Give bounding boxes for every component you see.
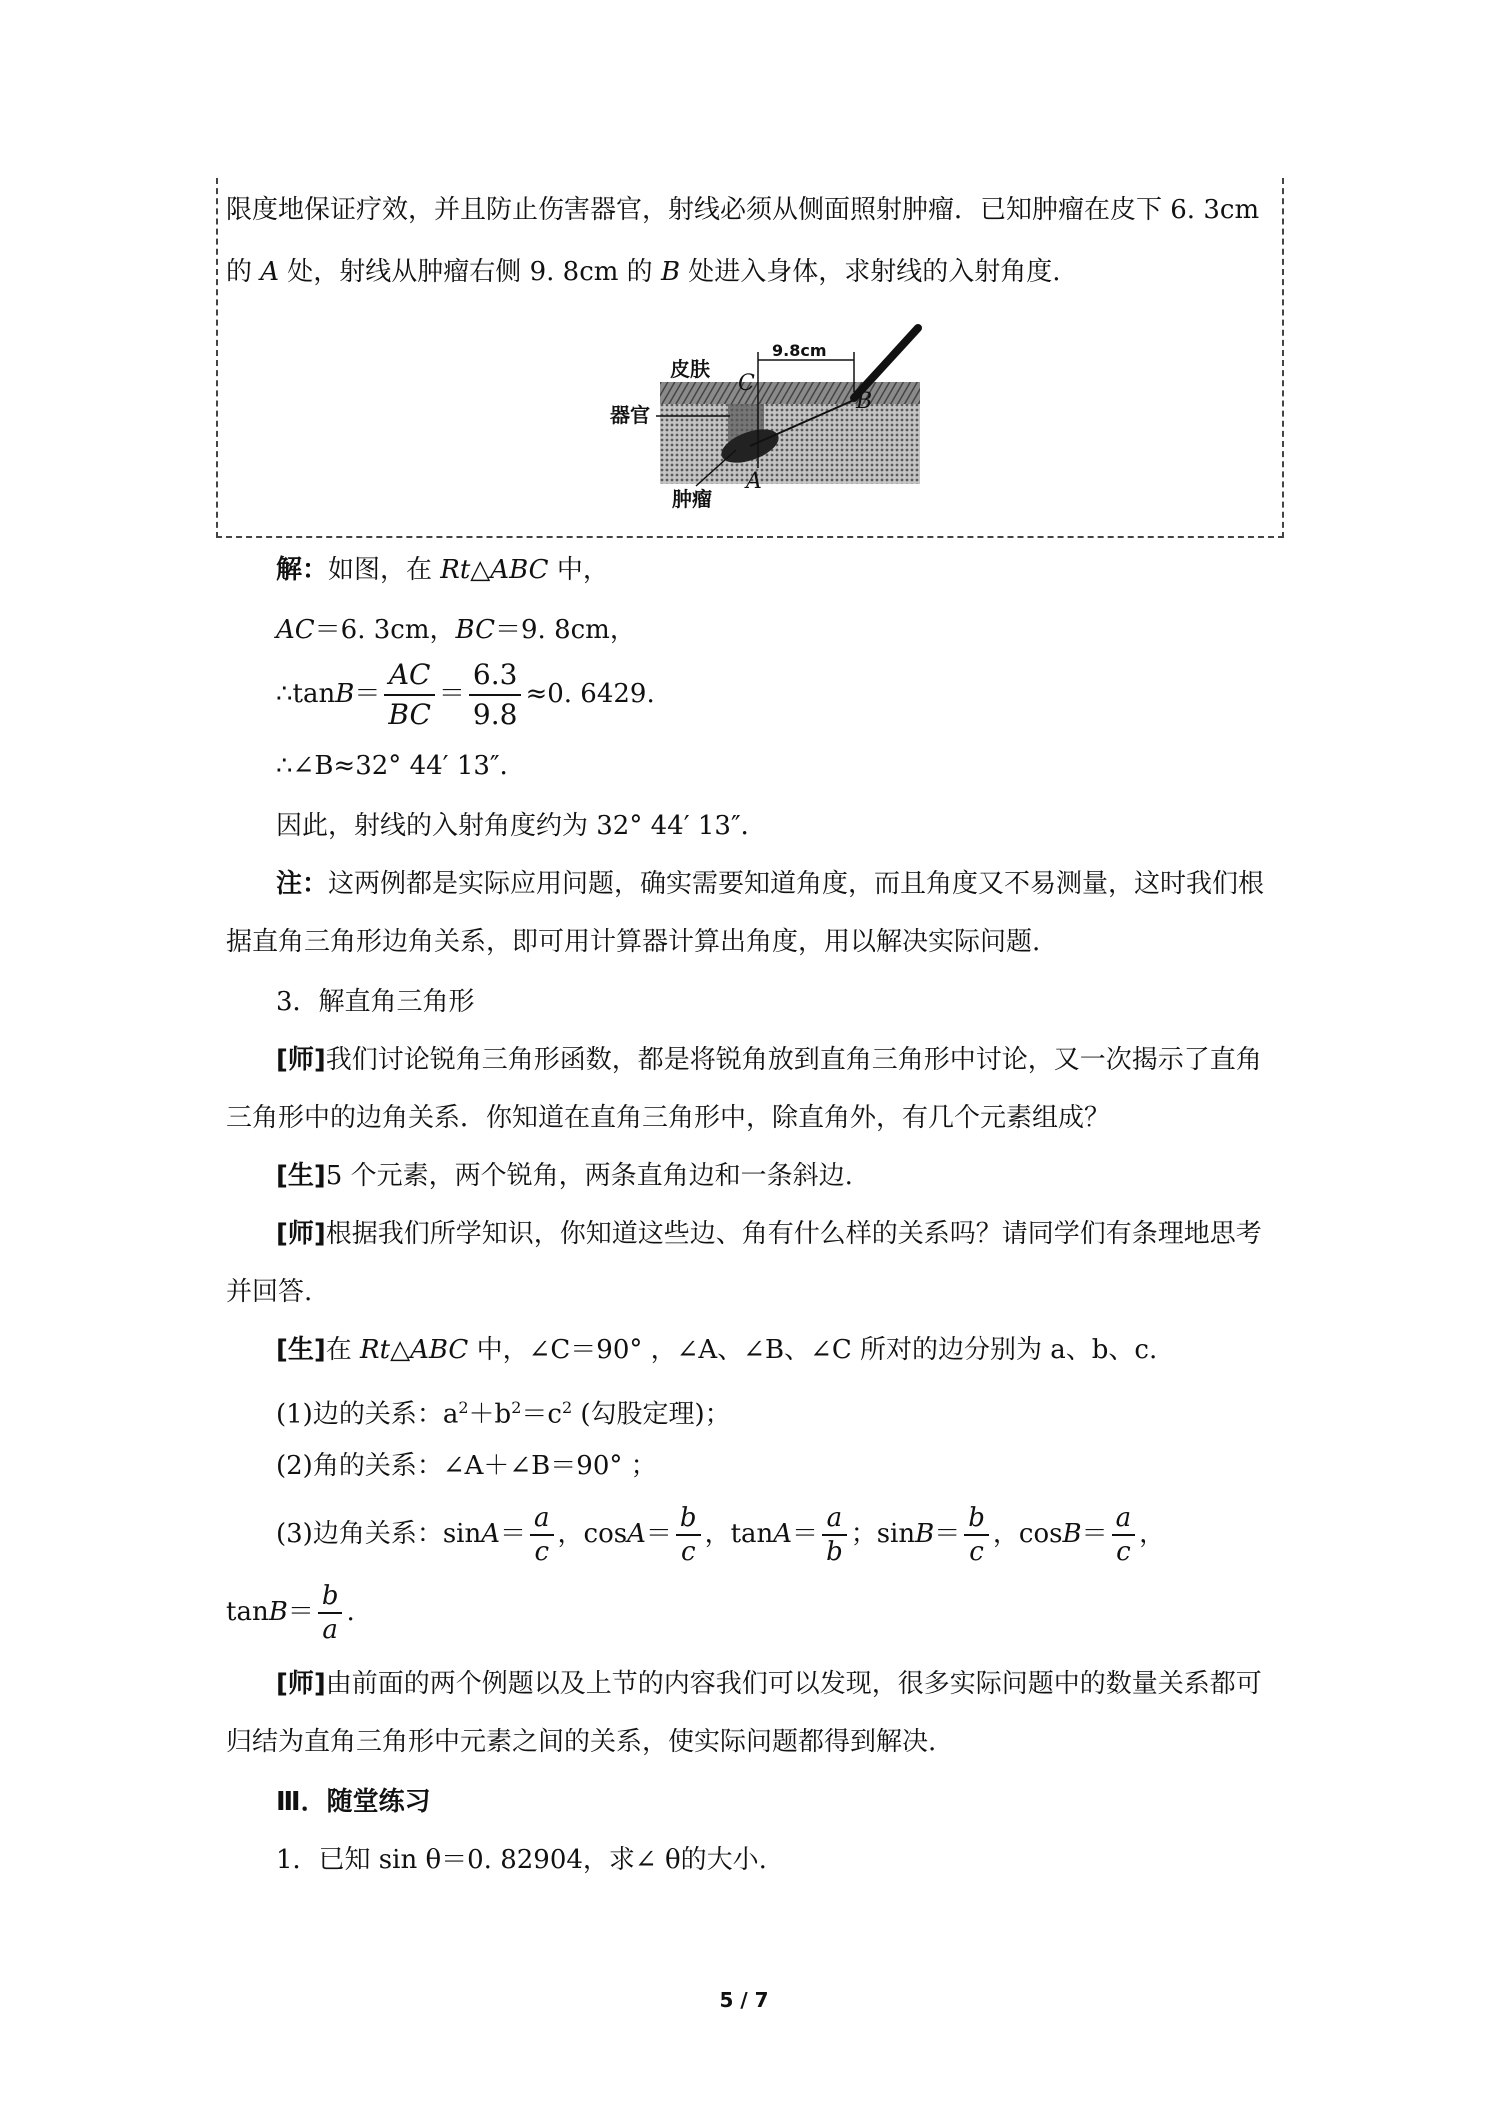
teacher-tag: [师] bbox=[276, 1219, 326, 1249]
fraction-sin-b bbox=[964, 1502, 989, 1568]
frac2-den: 9.8 bbox=[472, 698, 518, 731]
relation-2-text: (2)角的关系：∠A＋∠B＝90° ； bbox=[276, 1451, 657, 1481]
teacher-line-2b bbox=[226, 1274, 312, 1310]
box-text-2b: 处，射线从肿瘤右侧 9. 8cm 的 bbox=[279, 257, 661, 287]
student-line-1 bbox=[276, 1158, 853, 1194]
skin-layer bbox=[660, 382, 920, 404]
teacher-tag: [师] bbox=[276, 1669, 326, 1699]
f6-num: b bbox=[318, 1580, 343, 1614]
question-1-text: 1．已知 sin θ＝0. 82904，求∠ θ的大小. bbox=[276, 1845, 767, 1875]
practice-title-text: Ⅲ．随堂练习 bbox=[276, 1787, 431, 1817]
note-text-1: 这两例都是实际应用问题，确实需要知道角度，而且角度又不易测量，这时我们根 bbox=[328, 869, 1265, 899]
note-line-2 bbox=[226, 924, 1040, 960]
fraction-cos-a bbox=[676, 1502, 701, 1568]
solution-text-1a: 如图，在 bbox=[328, 555, 441, 585]
tumor-label: 肿瘤 bbox=[672, 487, 712, 511]
f6-den: a bbox=[322, 1615, 338, 1645]
relation-1-d: (勾股定理)； bbox=[572, 1399, 731, 1430]
teacher-text-1b: 三角形中的边角关系．你知道在直角三角形中，除直角外，有几个元素组成？ bbox=[226, 1103, 1111, 1133]
note-line-1 bbox=[276, 866, 1264, 902]
student-text-1: 5 个元素，两个锐角，两条直角边和一条斜边. bbox=[325, 1161, 853, 1191]
section-3-title-text: 3．解直角三角形 bbox=[276, 987, 475, 1017]
eq: ＝ bbox=[500, 1519, 527, 1549]
fraction-tan-a bbox=[822, 1502, 847, 1568]
solution-line-1 bbox=[276, 552, 609, 588]
tumor-figure bbox=[600, 318, 940, 518]
solution-line-4 bbox=[276, 748, 526, 784]
point-b-ref: B bbox=[660, 257, 681, 287]
skin-label: 皮肤 bbox=[670, 357, 710, 381]
eq: ＝ bbox=[792, 1519, 819, 1549]
box-line-2 bbox=[226, 254, 1061, 290]
organ-label: 器官 bbox=[610, 403, 650, 427]
cos-b-prefix: ，cos bbox=[992, 1519, 1063, 1549]
conclusion-text: 因此，射线的入射角度约为 32° 44′ 13″． bbox=[276, 811, 767, 841]
f1-num: a bbox=[530, 1502, 554, 1536]
f2-num: b bbox=[676, 1502, 701, 1536]
angle-a: A bbox=[627, 1519, 646, 1549]
f5-num: a bbox=[1112, 1502, 1136, 1536]
relation-2 bbox=[276, 1448, 657, 1484]
relation-3b bbox=[226, 1574, 355, 1650]
bc-value: ＝9. 8cm， bbox=[495, 615, 636, 645]
solution-line-3 bbox=[276, 654, 655, 734]
eq: ＝ bbox=[645, 1519, 672, 1549]
f2-den: c bbox=[680, 1537, 696, 1567]
triangle-ref: Rt△ABC bbox=[360, 1335, 469, 1365]
relation-1-b: ＋b bbox=[468, 1399, 512, 1430]
tan-a-prefix: ，tan bbox=[704, 1519, 774, 1549]
box-text-2c: 处进入身体，求射线的入射角度. bbox=[680, 257, 1061, 287]
box-text-1: 限度地保证疗效，并且防止伤害器官，射线必须从侧面照射肿瘤．已知肿瘤在皮下 6. 3cm bbox=[226, 195, 1260, 225]
teacher-line-1b bbox=[226, 1100, 1110, 1136]
eq: ＝ bbox=[287, 1597, 314, 1627]
angle-result: ∴∠B≈32° 44′ 13″． bbox=[276, 751, 526, 781]
comma: ， bbox=[1139, 1519, 1166, 1549]
fraction-cos-b bbox=[1112, 1502, 1136, 1568]
teacher-text-1a: 我们讨论锐角三角形函数，都是将锐角放到直角三角形中讨论，又一次揭示了直角 bbox=[325, 1045, 1262, 1075]
sin-b-prefix: ；sin bbox=[850, 1519, 916, 1549]
teacher-text-3b: 归结为直角三角形中元素之间的关系，使实际问题都得到解决. bbox=[226, 1727, 937, 1757]
sin-a-prefix: (3)边角关系：sin bbox=[276, 1519, 482, 1549]
teacher-text-2b: 并回答. bbox=[226, 1277, 313, 1307]
tan-result: ≈0. 6429. bbox=[525, 679, 655, 709]
f5-den: c bbox=[1116, 1537, 1131, 1567]
frac2-num: 6.3 bbox=[469, 656, 522, 696]
solution-line-2 bbox=[276, 612, 636, 648]
relation-1 bbox=[276, 1390, 731, 1433]
angle-b: B bbox=[335, 679, 355, 709]
section-3-title bbox=[276, 984, 475, 1020]
angle-a: A bbox=[481, 1519, 501, 1549]
relation-1-c: ＝c bbox=[521, 1399, 562, 1430]
solution-text-1b: 中， bbox=[548, 555, 609, 585]
angle-b: B bbox=[915, 1519, 935, 1549]
side-bc: BC bbox=[455, 615, 495, 645]
student-line-2 bbox=[276, 1332, 1157, 1368]
eq: ＝ bbox=[1081, 1519, 1108, 1549]
teacher-text-2a: 根据我们所学知识，你知道这些边、角有什么样的关系吗？请同学们有条理地思考 bbox=[325, 1219, 1262, 1249]
equals-2: ＝ bbox=[438, 679, 465, 709]
tan-b-prefix: tan bbox=[226, 1597, 269, 1627]
angle-b: B bbox=[1062, 1519, 1082, 1549]
point-a-label: A bbox=[746, 469, 762, 494]
frac1-num: AC bbox=[384, 656, 435, 696]
frac1-den: BC bbox=[388, 698, 431, 731]
student-text-2a: 在 bbox=[325, 1335, 361, 1365]
f3-den: b bbox=[826, 1537, 843, 1567]
dimension-label: 9.8cm bbox=[772, 341, 827, 360]
student-text-2b: 中，∠C＝90° ，∠A、∠B、∠C 所对的边分别为 a、b、c. bbox=[468, 1335, 1158, 1365]
teacher-text-3a: 由前面的两个例题以及上节的内容我们可以发现，很多实际问题中的数量关系都可 bbox=[325, 1669, 1262, 1699]
fraction-sin-a bbox=[530, 1502, 554, 1568]
relation-1-a: (1)边的关系：a bbox=[276, 1399, 459, 1430]
note-text-2: 据直角三角形边角关系，即可用计算器计算出角度，用以解决实际问题. bbox=[226, 927, 1041, 957]
equals-1: ＝ bbox=[354, 679, 381, 709]
tan-prefix: ∴tan bbox=[276, 679, 336, 709]
cos-a-prefix: ，cos bbox=[557, 1519, 628, 1549]
side-ac: AC bbox=[276, 615, 315, 645]
angle-b: B bbox=[268, 1597, 288, 1627]
fraction-ac-bc bbox=[384, 656, 435, 734]
student-tag: [生] bbox=[276, 1335, 326, 1365]
solution-line-5 bbox=[276, 808, 767, 844]
section-practice-title bbox=[276, 1784, 431, 1820]
practice-question-1 bbox=[276, 1842, 767, 1878]
f4-den: c bbox=[969, 1537, 984, 1567]
box-text-2a: 的 bbox=[226, 257, 261, 287]
student-tag: [生] bbox=[276, 1161, 326, 1191]
f4-num: b bbox=[964, 1502, 989, 1536]
f1-den: c bbox=[534, 1537, 550, 1567]
teacher-tag: [师] bbox=[276, 1045, 326, 1075]
angle-a: A bbox=[773, 1519, 793, 1549]
fraction-tan-b bbox=[318, 1580, 343, 1646]
page-number: 5 / 7 bbox=[719, 1988, 769, 2012]
point-b-label: B bbox=[856, 389, 873, 414]
sup-2: 2 bbox=[511, 1398, 522, 1417]
teacher-line-3 bbox=[276, 1666, 1262, 1702]
teacher-line-1 bbox=[276, 1042, 1262, 1078]
point-c-label: C bbox=[738, 371, 755, 396]
sup-3: 2 bbox=[561, 1398, 573, 1417]
fraction-values bbox=[469, 656, 522, 734]
relation-3 bbox=[276, 1496, 1165, 1572]
sup-1: 2 bbox=[458, 1398, 469, 1417]
ac-value: ＝6. 3cm， bbox=[314, 615, 456, 645]
f3-num: a bbox=[822, 1502, 847, 1536]
teacher-line-2 bbox=[276, 1216, 1262, 1252]
point-a-ref: A bbox=[260, 257, 280, 287]
note-head: 注： bbox=[276, 869, 329, 899]
triangle-ref: Rt△ABC bbox=[440, 555, 549, 585]
eq: ＝ bbox=[934, 1519, 961, 1549]
box-line-1 bbox=[226, 192, 1259, 228]
teacher-line-3b bbox=[226, 1724, 936, 1760]
period: . bbox=[346, 1597, 355, 1627]
solution-head: 解： bbox=[276, 555, 329, 585]
